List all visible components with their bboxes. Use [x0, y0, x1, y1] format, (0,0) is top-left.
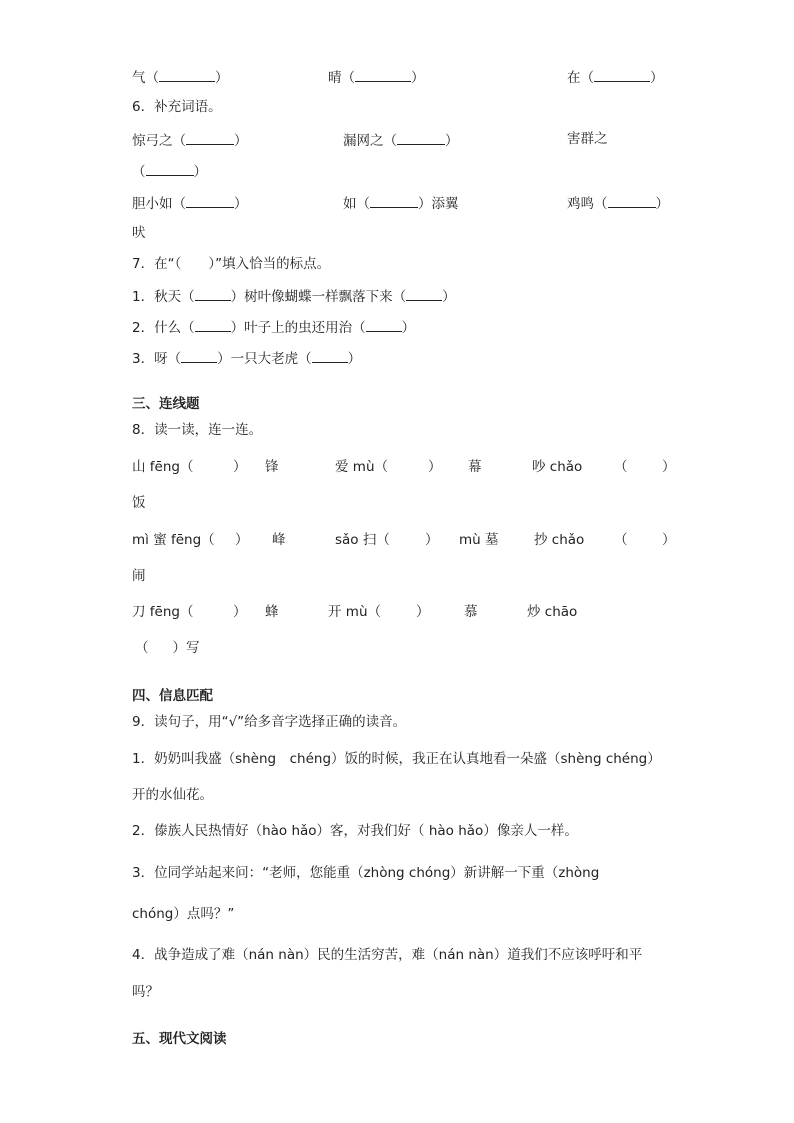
paren-close: ） [445, 133, 459, 149]
paren-open: （ [341, 70, 355, 86]
q9-title: 9．读句子，用“√”给多音字选择正确的读音。 [132, 714, 407, 730]
match-cell: （ [614, 459, 628, 475]
paren-close: ） [215, 70, 229, 86]
match-cell: mì 蜜 fēng（ [132, 532, 215, 548]
q6-item-6 [567, 193, 669, 213]
answer-blank[interactable] [159, 67, 215, 82]
match-cell: （ [614, 532, 628, 548]
q9-sentence-3-wrap[interactable]: chóng）点吗？” [132, 906, 235, 922]
answer-blank[interactable] [608, 193, 656, 208]
match-wrap[interactable]: 闹 [132, 568, 146, 584]
q7-title: 7．在“（ ）”填入恰当的标点。 [132, 256, 331, 272]
q6-item-2 [343, 130, 459, 150]
match-text: ）写 [172, 640, 200, 656]
match-cell[interactable]: 慕 [464, 604, 478, 620]
q9-sentence-1[interactable]: 1．奶奶叫我盛（shèng chéng）饭的时候，我正在认真地看一朵盛（shèng chéng） [132, 751, 661, 767]
q7-text: ）一只大老虎（ [217, 351, 312, 367]
match-cell[interactable]: 峰 [272, 532, 286, 548]
q6-item-3: 害群之 [567, 131, 608, 147]
match-cell[interactable]: 幕 [468, 459, 482, 475]
paren-open: （ [145, 70, 159, 86]
match-cell[interactable]: 蜂 [265, 604, 279, 620]
q5-item-2 [328, 67, 425, 87]
answer-blank[interactable] [594, 67, 650, 82]
section4-heading: 四、信息匹配 [132, 688, 213, 704]
q7-text: 2．什么（ [132, 320, 195, 336]
paren-close: ） [347, 351, 362, 367]
match-cell: 炒 chāo [527, 604, 578, 620]
match-wrap[interactable]: 饭 [132, 495, 146, 511]
q7-item-2 [132, 317, 415, 337]
answer-blank[interactable] [312, 348, 348, 363]
q5-char: 在 [567, 70, 581, 86]
q9-sentence-3[interactable]: 3．位同学站起来问：“老师，您能重（zhòng chóng）新讲解一下重（zhòng [132, 865, 600, 881]
q6-prefix: 惊弓之（ [132, 133, 186, 149]
paren-close: ） [442, 289, 456, 305]
q6-prefix: 如（ [343, 196, 370, 212]
match-cell: ） [662, 459, 676, 475]
q7-text: ）叶子上的虫还用治（ [230, 320, 366, 336]
q6-title: 6．补充词语。 [132, 99, 222, 115]
answer-blank[interactable] [146, 161, 194, 176]
match-cell: ） [425, 532, 439, 548]
q8-title: 8．读一读，连一连。 [132, 422, 263, 438]
match-wrap[interactable] [135, 639, 200, 657]
match-cell[interactable]: 锋 [265, 459, 279, 475]
q9-sentence-4-wrap: 吗？ [132, 984, 159, 1000]
q7-item-1 [132, 286, 456, 306]
q7-text: 1．秋天（ [132, 289, 195, 305]
q5-item-3 [567, 67, 664, 87]
q5-char: 气 [132, 70, 146, 86]
q9-sentence-2[interactable]: 2．傣族人民热情好（hào hǎo）客，对我们好（ hào hǎo）像亲人一样。 [132, 823, 578, 839]
match-cell[interactable]: mù 墓 [459, 532, 499, 548]
paren-open: （ [132, 164, 146, 180]
match-cell: sǎo 扫（ [335, 532, 390, 548]
paren-open: （ [580, 70, 594, 86]
q6-item-5 [343, 193, 459, 213]
q7-text: 3．呀（ [132, 351, 182, 367]
answer-blank[interactable] [366, 317, 402, 332]
q5-item-1 [132, 67, 229, 87]
answer-blank[interactable] [195, 317, 231, 332]
match-cell: 刀 fēng（ [132, 604, 194, 620]
match-cell: ） [428, 459, 442, 475]
paren-close: ） [234, 133, 248, 149]
answer-blank[interactable] [186, 130, 234, 145]
match-cell: 山 fēng（ [132, 459, 194, 475]
section5-heading: 五、现代文阅读 [132, 1031, 227, 1047]
answer-blank[interactable] [355, 67, 411, 82]
answer-blank[interactable] [186, 193, 234, 208]
q5-char: 晴 [328, 70, 342, 86]
answer-blank[interactable] [370, 193, 418, 208]
q6-prefix: 漏网之（ [343, 133, 397, 149]
match-cell: ） [233, 459, 247, 475]
match-cell: 开 mù（ [328, 604, 381, 620]
match-cell: ） [662, 532, 676, 548]
q6-suffix: ）添翼 [418, 196, 459, 212]
answer-blank[interactable] [181, 348, 217, 363]
answer-blank[interactable] [397, 130, 445, 145]
match-cell: 吵 chǎo [532, 459, 583, 475]
paren-close: ） [234, 196, 248, 212]
answer-blank[interactable] [195, 286, 231, 301]
q6-prefix: 鸡鸣（ [567, 196, 608, 212]
q7-item-3 [132, 348, 361, 368]
paren-close: ） [650, 70, 664, 86]
q9-sentence-4[interactable]: 4．战争造成了难（nán nàn）民的生活穷苦，难（nán nàn）道我们不应该呼吁和平 [132, 947, 643, 963]
q7-text: ）树叶像蝴蝶一样飘落下来（ [230, 289, 407, 305]
match-cell: 抄 chǎo [534, 532, 585, 548]
paren-close: ） [411, 70, 425, 86]
paren-close: ） [401, 320, 416, 336]
paren-close: ） [655, 196, 669, 212]
q6-item-6-wrap: 吠 [132, 225, 146, 241]
match-cell: 爱 mù（ [335, 459, 388, 475]
section3-heading: 三、连线题 [132, 396, 200, 412]
q6-item-3-wrap [132, 161, 207, 181]
match-cell: ） [233, 604, 247, 620]
paren-open: （ [135, 640, 149, 656]
answer-blank[interactable] [406, 286, 442, 301]
paren-close: ） [193, 164, 207, 180]
q6-prefix: 胆小如（ [132, 196, 186, 212]
q9-sentence-1-wrap: 开的水仙花。 [132, 787, 213, 803]
q6-item-1 [132, 130, 248, 150]
q6-item-4 [132, 193, 248, 213]
match-cell: ） [416, 604, 430, 620]
match-cell: ） [235, 532, 249, 548]
